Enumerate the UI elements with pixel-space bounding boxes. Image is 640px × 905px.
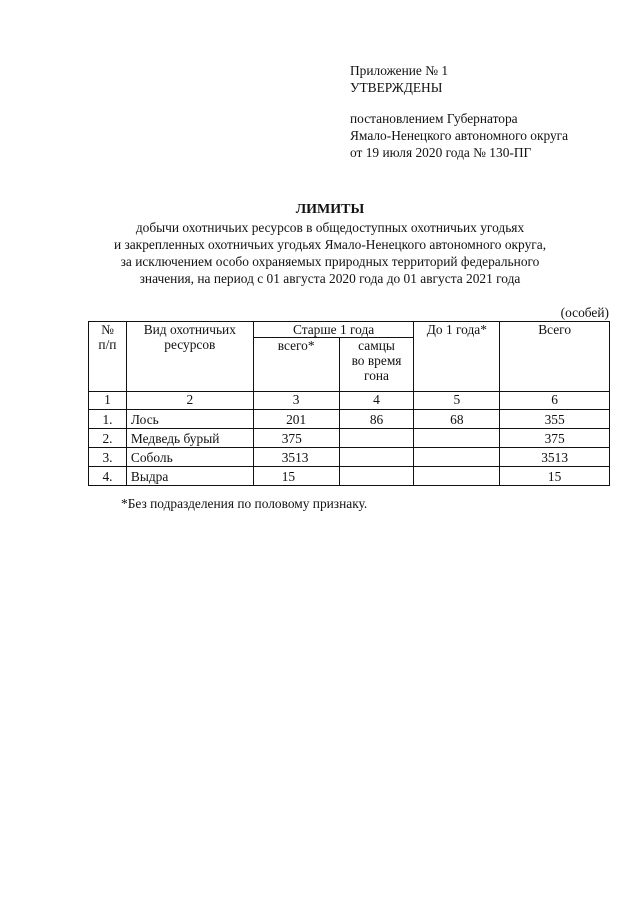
header-all: Всего: [500, 322, 610, 392]
table-row: [89, 448, 610, 467]
row-num: 2.: [89, 429, 127, 448]
appendix-label: Приложение № 1: [350, 63, 449, 78]
row-under: [414, 467, 500, 486]
header-total-older: всего*: [253, 338, 339, 392]
header-males: самцы во время гона: [339, 338, 414, 392]
row-num: 1.: [89, 410, 127, 429]
header-species: Вид охотничьих ресурсов: [126, 322, 253, 392]
table-row: [89, 467, 610, 486]
column-number-row: [89, 392, 610, 410]
approval-block: [350, 62, 568, 161]
header-older: Старше 1 года: [253, 322, 414, 338]
row-total-older: 3513: [253, 448, 339, 467]
row-males: [339, 467, 414, 486]
decree-line: постановлением Губернатора: [350, 111, 518, 126]
title-line: и закрепленных охотничьих угодьях Ямало-Ненецкого автономного округа,: [113, 237, 547, 252]
title-line: за исключением особо охраняемых природных территорий федерального: [120, 254, 540, 269]
row-species: Лось: [126, 410, 253, 429]
column-number: 4: [339, 392, 414, 410]
title-heading: ЛИМИТЫ: [295, 202, 365, 217]
column-number: 5: [414, 392, 500, 410]
row-all: 355: [500, 410, 610, 429]
header-under: До 1 года*: [414, 322, 500, 392]
table-row: [89, 410, 610, 429]
region-line: Ямало-Ненецкого автономного округа: [350, 128, 569, 143]
row-total-older: 15: [253, 467, 339, 486]
row-total-older: 375: [253, 429, 339, 448]
column-number: 1: [89, 392, 127, 410]
row-under: [414, 448, 500, 467]
row-num: 4.: [89, 467, 127, 486]
header-num: № п/п: [89, 322, 127, 392]
column-number: 2: [126, 392, 253, 410]
row-species: Соболь: [126, 448, 253, 467]
units-label: (особей): [560, 305, 609, 320]
row-species: Выдра: [126, 467, 253, 486]
limits-table: [88, 321, 610, 486]
table-header-row: [89, 322, 610, 338]
approved-label: УТВЕРЖДЕНЫ: [350, 80, 443, 95]
row-under: [414, 429, 500, 448]
row-species: Медведь бурый: [126, 429, 253, 448]
row-all: 375: [500, 429, 610, 448]
row-total-older: 201: [253, 410, 339, 429]
title-line: значения, на период с 01 августа 2020 года до 01 августа 2021 года: [139, 271, 521, 286]
row-males: [339, 429, 414, 448]
table-row: [89, 429, 610, 448]
row-under: 68: [414, 410, 500, 429]
title-line: добычи охотничьих ресурсов в общедоступных охотничьих угодьях: [135, 220, 525, 235]
decree-date: от 19 июля 2020 года № 130-ПГ: [350, 145, 532, 160]
row-num: 3.: [89, 448, 127, 467]
document-title: [60, 201, 600, 287]
column-number: 6: [500, 392, 610, 410]
row-all: 15: [500, 467, 610, 486]
row-males: [339, 448, 414, 467]
footnote: *Без подразделения по половому признаку.: [121, 496, 368, 511]
row-males: 86: [339, 410, 414, 429]
column-number: 3: [253, 392, 339, 410]
row-all: 3513: [500, 448, 610, 467]
